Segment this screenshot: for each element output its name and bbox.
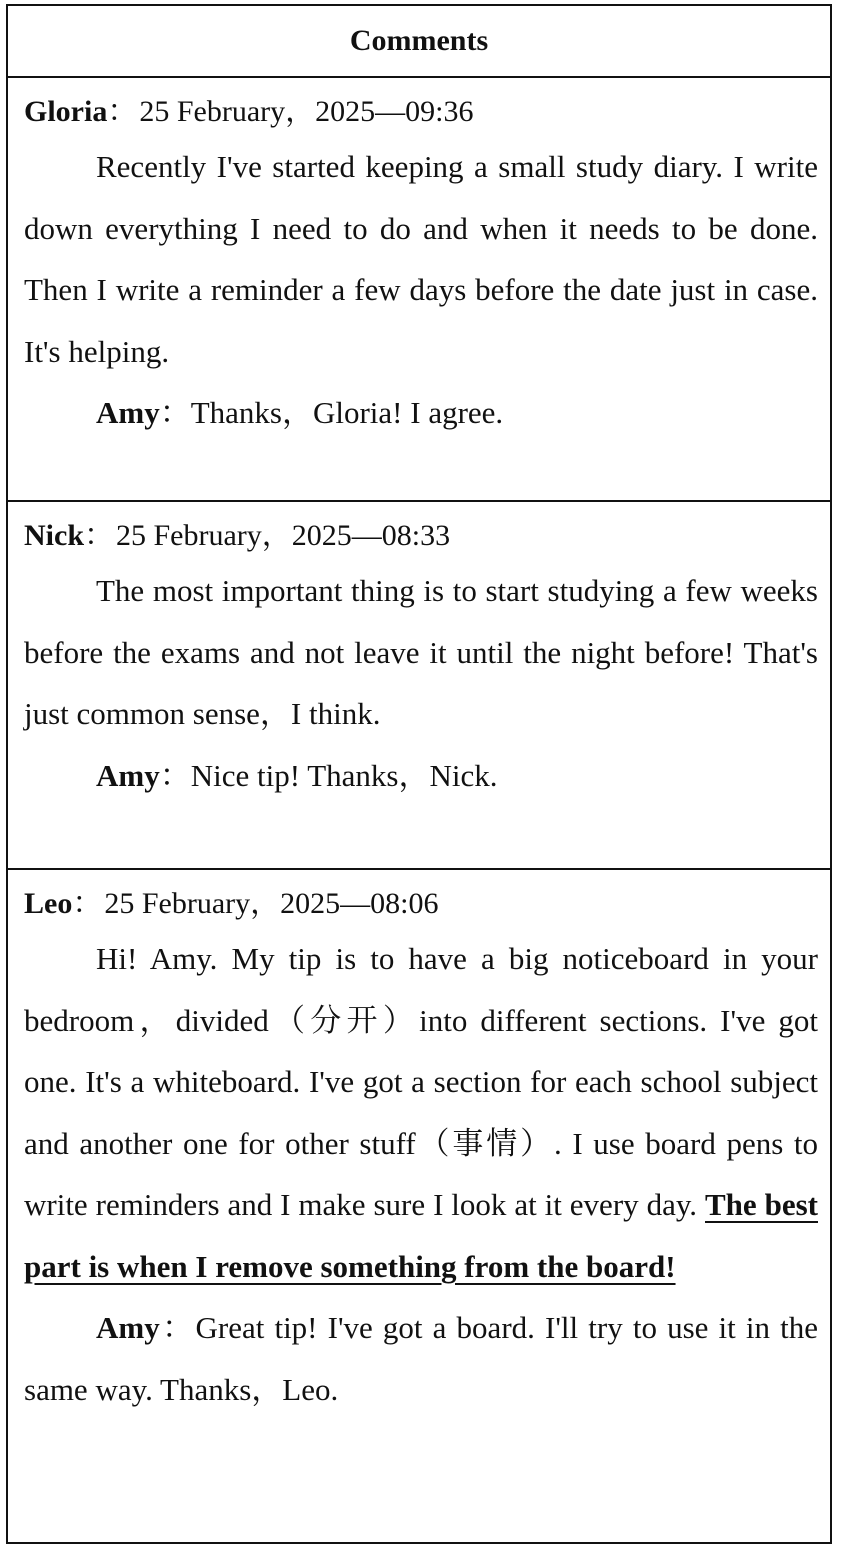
author-separator: ：: [107, 95, 138, 128]
comment-meta: [24, 870, 818, 928]
author-separator: ：: [84, 519, 114, 552]
reply-separator: ：: [159, 1310, 196, 1345]
reply-text: Thanks，Gloria! I agree.: [190, 395, 504, 430]
comment-reply: [24, 1297, 818, 1420]
comment-reply: [24, 382, 818, 444]
comment-author: Leo: [24, 887, 73, 920]
comment-text: Recently I've started keeping a small study diary. I write down everything I need to do and when it needs to be done. Then I write a reminder a few days before the date just in case. It's helping.: [24, 149, 818, 369]
reply-author: Amy: [96, 757, 160, 793]
reply-author: Amy: [96, 395, 160, 430]
comments-title: Comments: [349, 24, 489, 57]
reply-separator: ：: [159, 757, 191, 793]
comment-author: Nick: [24, 519, 84, 552]
comment-timestamp: 25 February，2025—08:33: [116, 519, 451, 552]
reply-text: Nice tip! Thanks，Nick.: [190, 757, 498, 793]
comment-text: [24, 928, 818, 1297]
comment-author: Gloria: [24, 95, 108, 128]
reply-text: Great tip! I've got a board. I'll try to use it in the same way. Thanks，Leo.: [24, 1310, 819, 1407]
comment-meta: [24, 78, 818, 136]
comment-text: The most important thing is to start studying a few weeks before the exams and not leave it until the night before! That's just common sense，I think.: [24, 573, 818, 731]
comments-header: [8, 6, 830, 78]
reply-separator: ：: [159, 395, 191, 430]
comment-meta: [24, 502, 818, 560]
comment-gloria: [8, 78, 830, 502]
key-sentence: The best part is when I remove something from the board!: [24, 1187, 818, 1284]
comments-panel: [6, 4, 832, 1544]
comment-text-body: Hi! Amy. My tip is to have a big noticeboard in your bedroom，divided（分开）into different sections. I've got one. It's a whiteboard. I've got a section for each school subject and another one for other stuff（事情）. I use board pens to write reminders and I make sure I look at it every day.: [24, 941, 818, 1222]
comment-timestamp: 25 February，2025—08:06: [104, 887, 439, 920]
comment-leo: [8, 870, 830, 1420]
author-separator: ：: [72, 887, 103, 920]
comment-nick: [8, 502, 830, 870]
comment-timestamp: 25 February，2025—09:36: [139, 95, 474, 128]
reply-author: Amy: [96, 1310, 160, 1345]
comment-reply: [24, 745, 818, 807]
